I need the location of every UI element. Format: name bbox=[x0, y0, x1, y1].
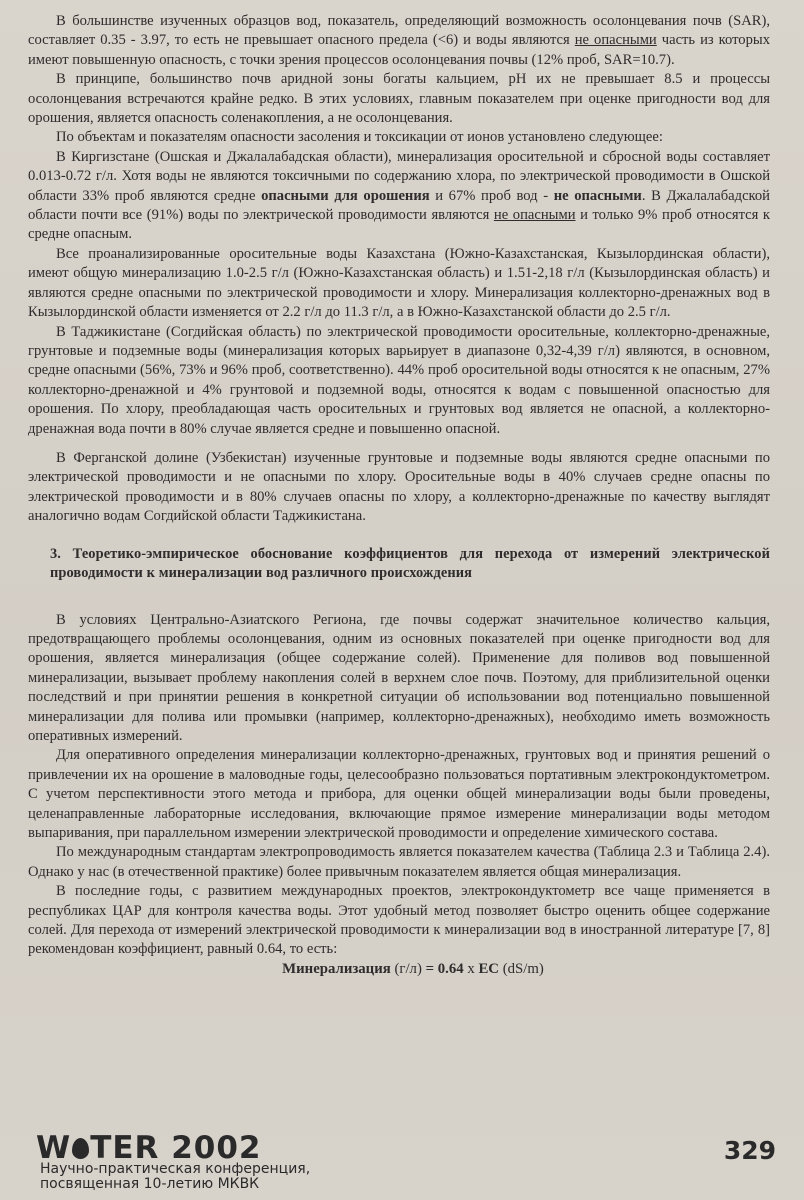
text-run: и 67% проб вод - bbox=[429, 187, 554, 204]
formula-coef: 0.64 bbox=[437, 960, 464, 977]
text-run: В Таджикистане (Согдийская область) по электрической проводимости оросительные, коллекторно-дренажные, грунтовые и подземные воды (минерализация которых варьирует в диапазоне 0,32-4,39 г/л) являются, в основном, средне опасными (56%, 73% и 96% проб, соответственно). 44% проб оросительной воды относятся к не опасным, 27% коллекторно-дренажной и 4% грунтовой и подземной воды, относятся к водам с повышенной опасностью для орошения. По хлору, преобладающая часть оросительных и грунтовых вод является не опасной, а коллекторно-дренажная вода почти в 80% случае является средне и повышенно опасной. bbox=[28, 323, 770, 437]
paragraph bbox=[28, 70, 770, 128]
text-run: В большинстве изученных образцов вод, показатель, определяющий возможность осолонцевания почв (SAR), составляет 0.35 - 3.97, то есть не превышает опасного предела (<6) и воды являются bbox=[28, 13, 770, 49]
paragraph bbox=[28, 323, 770, 439]
conference-line-2: посвященная 10-летию МКВК bbox=[40, 1176, 260, 1192]
text-run: В принципе, большинство почв аридной зоны богаты кальцием, pH их не превышает 8.5 и процессы осолонцевания встречаются крайне редко. В этих условиях, главным показателем при оценке пригодности вод для орошения, является опасность соленакопления, а не осолонцевания. bbox=[28, 71, 770, 127]
paragraph bbox=[28, 148, 770, 245]
logo-text-start: W bbox=[36, 1130, 72, 1166]
bold-text: опасными для орошения bbox=[261, 187, 430, 204]
page-footer bbox=[36, 1132, 776, 1194]
text-run: По международным стандартам электропроводимость является показателем качества (Таблица 2.3 и Таблица 2.4). Однако у нас (в отечественной практике) более привычным показателем является общая минерализация. bbox=[28, 844, 770, 880]
text-run: часть из которых имеют повышенную опасность, с точки зрения процессов осолонцевания почвы (12% проб, SAR=10.7). bbox=[28, 32, 770, 68]
formula-eq: = bbox=[425, 960, 435, 977]
paragraph bbox=[28, 843, 770, 882]
paragraph bbox=[28, 128, 770, 147]
text-run: Для оперативного определения минерализации коллекторно-дренажных, грунтовых вод и принятия решений о привлечении их на орошение в маловодные годы, целесообразно пользоваться портативным электрокондуктометром. С учетом перспективности этого метода и прибора, для оценки общей минерализации воды были проведены, целенаправленные лабораторные исследования, включающие прямое измерение минерализации воды методом выпаривания, при параллельном измерении электрической проводимости и определение химического состава. bbox=[28, 747, 770, 842]
underlined-text: не опасными bbox=[493, 207, 576, 224]
page-content bbox=[28, 12, 770, 979]
conference-line-1: Научно-практическая конференция, bbox=[40, 1161, 311, 1177]
water-2002-logo bbox=[36, 1132, 261, 1164]
underlined-text: не опасными bbox=[574, 32, 657, 49]
text-run: В последние годы, с развитием международных проектов, электрокондуктометр все чаще применяется в республиках ЦАР для контроля качества воды. Этот удобный метод позволяет быстро оценить общее содержание солей. Для перехода от измерений электрической проводимости к минерализации вод в иностранной литературе [7, 8] рекомендован коэффициент, равный 0.64, то есть: bbox=[28, 883, 770, 958]
text-run: В Киргизстане (Ошская и Джалалабадская области), минерализация оросительной и сбросной воды составляет 0.013-0.72 г/л. Хотя воды не являются токсичными по содержанию хлора, по электрической проводимости в Ошской области 33% проб являются средне bbox=[28, 148, 770, 204]
formula-rhs-unit: (dS/m) bbox=[502, 960, 544, 977]
text-run: Все проанализированные оросительные воды Казахстана (Южно-Казахстанская, Кызылординская области), имеют общую минерализацию 1.0-2.5 г/л (Южно-Казахстанская область) и 1.51-2,18 г/л (Кызылординская область) и являются средне опасными по электрической проводимости и хлору. Минерализация коллекторно-дренажных вод в Кызылординской области изменяется от 2.2 г/л до 11.3 г/л, а в Южно-Казахстанской области до 2.5 г/л. bbox=[28, 245, 770, 321]
text-run: По объектам и показателям опасности засоления и токсикации от ионов установлено следующее: bbox=[56, 129, 663, 146]
text-run: и только 9% проб относятся к средне опасным. bbox=[28, 207, 770, 243]
formula-lhs: Минерализация bbox=[282, 960, 391, 977]
text-run: В условиях Центрально-Азиатского Региона, где почвы содержат значительное количество кальция, предотвращающего проблемы осолонцевания, одним из основных показателей при оценке пригодности вод для орошения, является минерализация (общее содержание солей). Применение для поливов вод повышенной минерализации, вызывает проблему накопления солей в верхнем слое почв. Поэтому, для приблизительной оценки последствий и при принятии решения в конкретной ситуации об использовании вод потенциально повышенной минерализации для полива или промывки (например, коллекторно-дренажных), необходимо иметь возможность оперативных измерений. bbox=[28, 611, 770, 744]
paragraph bbox=[28, 611, 770, 747]
logo-text-end: TER 2002 bbox=[90, 1130, 262, 1166]
paragraphs-bottom bbox=[28, 611, 770, 960]
conference-caption bbox=[40, 1162, 310, 1192]
text-run: . В Джалалабадской области почти все (91%) воды по электрической проводимости являются bbox=[28, 187, 770, 224]
formula-rhs: EC bbox=[478, 960, 499, 977]
paragraph bbox=[28, 12, 770, 70]
text-run: В Ферганской долине (Узбекистан) изученные грунтовые и подземные воды являются средне опасными по электрической проводимости и не опасными по хлору. Оросительные воды в 40% случаев средне опасны по электрической проводимости и в 80% случаев опасны по хлору, а коллекторно-дренажные по качеству выглядят аналогично водам Согдийской области Таджикистана. bbox=[28, 449, 770, 525]
page-number: 329 bbox=[723, 1136, 776, 1165]
bold-text: не опасными bbox=[553, 187, 642, 204]
formula-op: x bbox=[467, 960, 475, 977]
section-heading: 3. Теоретико-эмпирическое обоснование коэффициентов для перехода от измерений электрической проводимости к минерализации вод различного происхождения bbox=[50, 545, 770, 581]
paragraph bbox=[28, 449, 770, 527]
paragraph bbox=[28, 245, 770, 323]
paragraph bbox=[28, 882, 770, 960]
formula bbox=[28, 960, 770, 979]
paragraph bbox=[28, 746, 770, 843]
paragraphs-top bbox=[28, 12, 770, 527]
formula-lhs-unit: (г/л) bbox=[394, 960, 422, 977]
water-drop-icon bbox=[72, 1138, 89, 1159]
